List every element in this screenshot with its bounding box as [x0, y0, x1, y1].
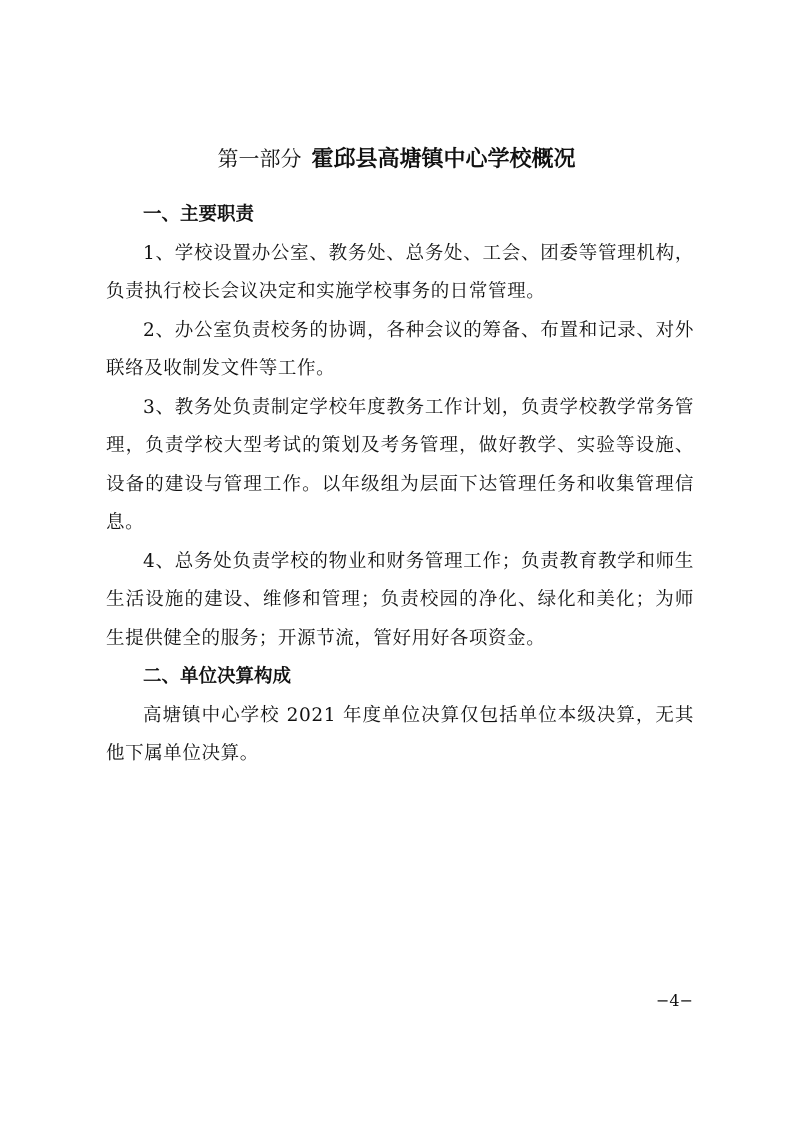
composition-paragraph: 高塘镇中心学校 2021 年度单位决算仅包括单位本级决算，无其他下属单位决算。 — [106, 704, 694, 764]
duties-paragraph-4: 4、总务处负责学校的物业和财务管理工作；负责教育教学和师生生活设施的建设、维修和管理；负责校园的净化、绿化和美化；为师生提供健全的服务；开源节流，管好用好各项资金。 — [106, 550, 694, 649]
title-prefix: 第一部分 — [217, 147, 302, 171]
duties-paragraph-1: 1、学校设置办公室、教务处、总务处、工会、团委等管理机构，负责执行校长会议决定和实施学校事务的日常管理。 — [106, 242, 694, 302]
title-main: 霍邱县高塘镇中心学校概况 — [311, 147, 576, 172]
duties-paragraph-3: 3、教务处负责制定学校年度教务工作计划，负责学校教学常务管理，负责学校大型考试的策划及考务管理，做好教学、实验等设施、设备的建设与管理工作。以年级组为层面下达管理任务和收集管理信息。 — [106, 396, 694, 533]
page-title — [0, 143, 793, 176]
duties-paragraph-2: 2、办公室负责校务的协调，各种会议的筹备、布置和记录、对外联络及收制发文件等工作。 — [106, 319, 694, 379]
section-heading-duties: 一、主要职责 — [143, 204, 255, 225]
section-heading-composition: 二、单位决算构成 — [143, 666, 292, 687]
document-body — [106, 196, 694, 774]
page-number: −4− — [656, 991, 693, 1010]
